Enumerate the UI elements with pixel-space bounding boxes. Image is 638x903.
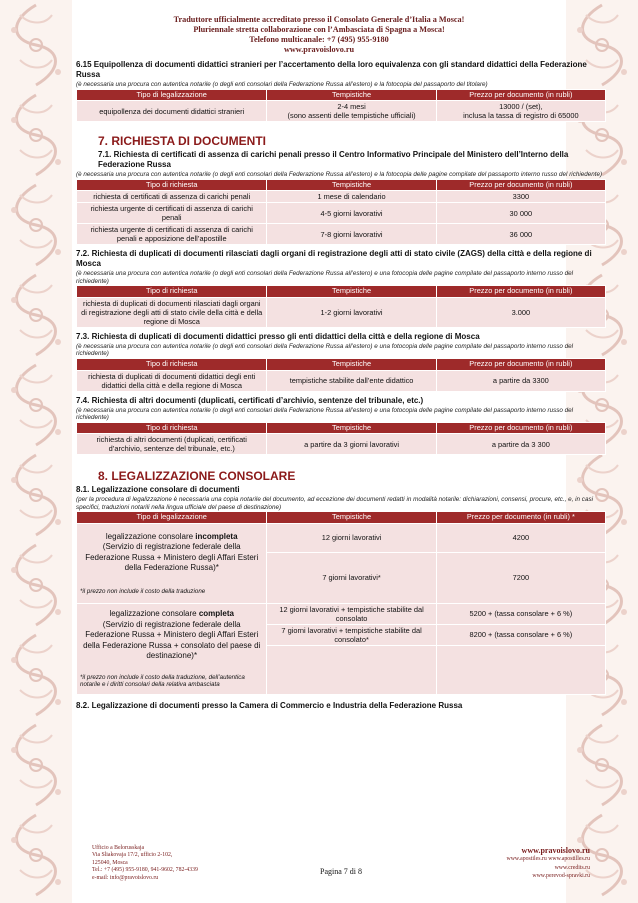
section-7-1-note: (è necessaria una procura con autentica notarile (o degli enti consolari della Federazione Russa all’estero) e la fotocopia delle pagine compilate del passaporto interno russo del richiedente) bbox=[76, 171, 603, 179]
table-header-cell: Tempistiche bbox=[267, 179, 436, 191]
section-6-15-note: (è necessaria una procura con autentica notarile (o degli enti consolari della Federazione Russa all’estero) e la fotocopia del passaporto del titolare) bbox=[76, 81, 488, 88]
table-row bbox=[77, 191, 606, 203]
time-cell: 7 giorni lavorativi + tempistiche stabilite dal consolato* bbox=[267, 624, 436, 645]
time-cell: 1 mese di calendario bbox=[267, 191, 436, 203]
office-line: 125040, Mosca bbox=[92, 859, 128, 866]
table-6-15 bbox=[76, 89, 606, 123]
type-cell bbox=[77, 603, 267, 694]
price-line: inclusa la tassa di registro di 65000 bbox=[463, 111, 579, 121]
table-7-1 bbox=[76, 179, 606, 246]
website-link[interactable]: www.perevod-spravki.ru bbox=[532, 873, 590, 880]
footer-websites bbox=[507, 847, 590, 881]
time-cell bbox=[267, 101, 436, 122]
office-line: Ufficio a Belorusskaja bbox=[92, 845, 145, 851]
table-header-cell: Tempistiche bbox=[267, 359, 436, 371]
page-number: Pagina 7 di 8 bbox=[320, 867, 362, 876]
table-header-cell: Tipo di richiesta bbox=[77, 422, 267, 434]
page-footer bbox=[92, 835, 590, 897]
price-cell: 5200 + (tassa consolare + 6 %) bbox=[436, 603, 605, 624]
price-cell: 3.000 bbox=[436, 297, 605, 327]
price-cell: a partire da 3300 bbox=[436, 370, 605, 391]
type-text bbox=[80, 532, 263, 543]
website-link[interactable]: www.credits.ru bbox=[554, 864, 590, 871]
type-cell: richiesta di duplicati di documenti didattici degli enti didattici della città e della regione di Mosca bbox=[77, 370, 267, 391]
type-text-line: legalizzazione consolare bbox=[105, 531, 196, 541]
table-header-cell: Prezzo per documento (in rubli) * bbox=[436, 512, 605, 524]
time-cell: 4-5 giorni lavorativi bbox=[267, 203, 436, 224]
table-header-cell: Tipo di legalizzazione bbox=[77, 89, 267, 101]
table-row bbox=[77, 101, 606, 122]
price-cell: 30 000 bbox=[436, 203, 605, 224]
price-cell: 7200 bbox=[436, 552, 605, 603]
table-header-cell: Prezzo per documento (in rubli) bbox=[436, 89, 605, 101]
table-row bbox=[77, 603, 606, 624]
price-cell: 4200 bbox=[436, 523, 605, 552]
type-cell: richiesta urgente di certificati di assenza di carichi penali e apposizione dell’apostille bbox=[77, 224, 267, 245]
table-header-cell: Prezzo per documento (in rubli) bbox=[436, 359, 605, 371]
type-cell: equipollenza dei documenti didattici stranieri bbox=[77, 101, 267, 122]
header-website: www.pravoislovo.ru bbox=[283, 45, 355, 54]
type-text-bold: incompleta bbox=[195, 531, 238, 541]
table-header-cell: Tempistiche bbox=[267, 286, 436, 298]
type-text-line: (Servizio di registrazione federale della Federazione Russa + Ministero degli Affari Esteri della Federazione Russa + consolato del paese di destinazione)* bbox=[83, 619, 261, 661]
section-6-15-title: 6.15 Equipollenza di documenti didattici stranieri per l’accertamento della loro equivalenza con gli standard didattici della Federazione Russa bbox=[76, 60, 587, 79]
time-cell: a partire da 3 giorni lavorativi bbox=[267, 434, 436, 455]
empty-cell bbox=[267, 645, 436, 694]
table-row bbox=[77, 434, 606, 455]
table-7-2 bbox=[76, 285, 606, 328]
table-row bbox=[77, 297, 606, 327]
type-text-line: (Servizio di registrazione federale della Federazione Russa + Ministero degli Affari Esteri della Federazione Russa)* bbox=[85, 542, 259, 573]
price-cell: 36 000 bbox=[436, 224, 605, 245]
price-cell: a partire da 3 300 bbox=[436, 434, 605, 455]
time-line: 2-4 mesi bbox=[337, 102, 366, 112]
section-7-4-note: (è necessaria una procura con autentica notarile (o degli enti consolari della Federazione Russa all’estero) e una fotocopia delle pagine compilate del passaporto interno russo del richiedente) bbox=[76, 406, 574, 422]
page-header bbox=[120, 15, 518, 55]
price-cell: 8200 + (tassa consolare + 6 %) bbox=[436, 624, 605, 645]
price-cell: 3300 bbox=[436, 191, 605, 203]
table-7-3 bbox=[76, 358, 606, 392]
header-line-1: Traduttore ufficialmente accreditato presso il Consolato Generale d’Italia a Mosca! bbox=[173, 15, 465, 24]
table-8-1 bbox=[76, 511, 606, 695]
type-cell: richiesta urgente di certificati di assenza di carichi penali bbox=[77, 203, 267, 224]
section-7-1-title: 7.1. Richiesta di certificati di assenza di carichi penali presso il Centro Informativo Principale del Ministero dell’Interno della Federazione Russa bbox=[98, 150, 569, 170]
office-address bbox=[92, 845, 198, 882]
time-cell: tempistiche stabilite dall’ente didattico bbox=[267, 370, 436, 391]
type-text-line: legalizzazione consolare bbox=[109, 609, 199, 619]
section-7-4-title: 7.4. Richiesta di altri documenti (duplicati, certificati d’archivio, sentenze del tribunale, etc.) bbox=[76, 395, 424, 405]
section-8-2-title: 8.2. Legalizzazione di documenti presso la Camera di Commercio e Industria della Federazione Russa bbox=[76, 700, 463, 710]
type-cell: richiesta di altri documenti (duplicati, certificati d’archivio, sentenze del tribunale, etc.) bbox=[77, 434, 267, 455]
table-header-cell: Tempistiche bbox=[267, 89, 436, 101]
office-line: Tel.: +7 (495) 955-9180, 941-9602, 782-4339 bbox=[92, 867, 198, 874]
document-body bbox=[76, 60, 606, 711]
left-ornament-border bbox=[0, 0, 72, 903]
table-header-cell: Tempistiche bbox=[267, 422, 436, 434]
empty-cell bbox=[436, 645, 605, 694]
office-email[interactable]: e-mail: info@pravoislovo.ru bbox=[92, 874, 159, 881]
time-cell: 7 giorni lavorativi* bbox=[267, 552, 436, 603]
time-cell: 7-8 giorni lavorativi bbox=[267, 224, 436, 245]
price-line: 13000 / (set), bbox=[499, 102, 543, 112]
price-cell bbox=[436, 101, 605, 122]
table-header-cell: Prezzo per documento (in rubli) bbox=[436, 422, 605, 434]
section-7-2-title: 7.2. Richiesta di duplicati di documenti rilasciati dagli organi di registrazione degli atti di stato civile (ZAGS) della città e della regione di Mosca bbox=[76, 249, 592, 269]
table-row bbox=[77, 203, 606, 224]
section-7-2-note: (è necessaria una procura con autentica notarile (o degli enti consolari della Federazione Russa all’estero) e una fotocopia delle pagine compilate del passaporto interno russo del richiedente) bbox=[76, 270, 574, 285]
type-text bbox=[80, 609, 263, 620]
footnote: *il prezzo non include il costo della traduzione bbox=[80, 587, 206, 595]
website-link[interactable]: www.apostiles.ru www.apostilles.ru bbox=[506, 856, 590, 863]
header-line-2: Pluriennale stretta collaborazione con l’Ambasciata di Spagna a Mosca! bbox=[193, 25, 445, 34]
table-header-cell: Tipo di richiesta bbox=[77, 286, 267, 298]
table-header-cell: Prezzo per documento (in rubli) bbox=[436, 286, 605, 298]
section-8-1-note: (per la procedura di legalizzazione è necessaria una copia notarile del documento, ad eccezione dei documenti redatti in modalità notarile: dichiarazioni, consensi, procure, etc., e, in casi specifici, traduzioni notarili nella lingua ufficiale del paese di destinazione) bbox=[76, 496, 593, 511]
table-header-cell: Prezzo per documento (in rubli) bbox=[436, 179, 605, 191]
section-7-3-title: 7.3. Richiesta di duplicati di documenti didattici presso gli enti didattici della città e della regione di Mosca bbox=[76, 331, 480, 341]
time-cell: 12 giorni lavorativi bbox=[267, 523, 436, 552]
header-line-3: Telefono multicanale: +7 (495) 955-9180 bbox=[249, 35, 389, 44]
table-row bbox=[77, 523, 606, 552]
table-row bbox=[77, 224, 606, 245]
type-cell: richiesta di certificati di assenza di carichi penali bbox=[77, 191, 267, 203]
type-cell bbox=[77, 523, 267, 603]
type-text-bold: completa bbox=[198, 609, 234, 619]
table-header-cell: Tipo di richiesta bbox=[77, 179, 267, 191]
office-line: Via Sliakovaja 17/2, ufficio 2-102, bbox=[92, 852, 173, 859]
main-website-link[interactable]: www.pravoislovo.ru bbox=[521, 846, 590, 855]
table-row bbox=[77, 370, 606, 391]
table-header-cell: Tipo di legalizzazione bbox=[77, 512, 267, 524]
time-line: (sono assenti delle tempistiche ufficiali) bbox=[287, 111, 416, 121]
footnote: *il prezzo non include il costo della traduzione, dell’autentica notarile e i diritti consolari della relativa ambasciata bbox=[80, 673, 245, 689]
table-header-cell: Tipo di richiesta bbox=[77, 359, 267, 371]
time-cell: 12 giorni lavorativi + tempistiche stabilite dal consolato bbox=[267, 603, 436, 624]
section-8-1-title: 8.1. Legalizzazione consolare di documenti bbox=[76, 485, 240, 495]
section-7-3-note: (è necessaria una procura con autentica notarile (o degli enti consolari della Federazione Russa all’estero) e una fotocopia delle pagine compilate del passaporto interno russo del richiedente) bbox=[76, 342, 574, 358]
table-7-4 bbox=[76, 422, 606, 456]
section-8-heading: 8. LEGALIZZAZIONE CONSOLARE bbox=[98, 469, 296, 484]
type-cell: richiesta di duplicati di documenti rilasciati dagli organi di registrazione degli atti di stato civile della città e della regione di Mosca bbox=[77, 297, 267, 327]
time-cell: 1-2 giorni lavorativi bbox=[267, 297, 436, 327]
section-7-heading: 7. RICHIESTA DI DOCUMENTI bbox=[98, 134, 267, 149]
table-header-cell: Tempistiche bbox=[267, 512, 436, 524]
